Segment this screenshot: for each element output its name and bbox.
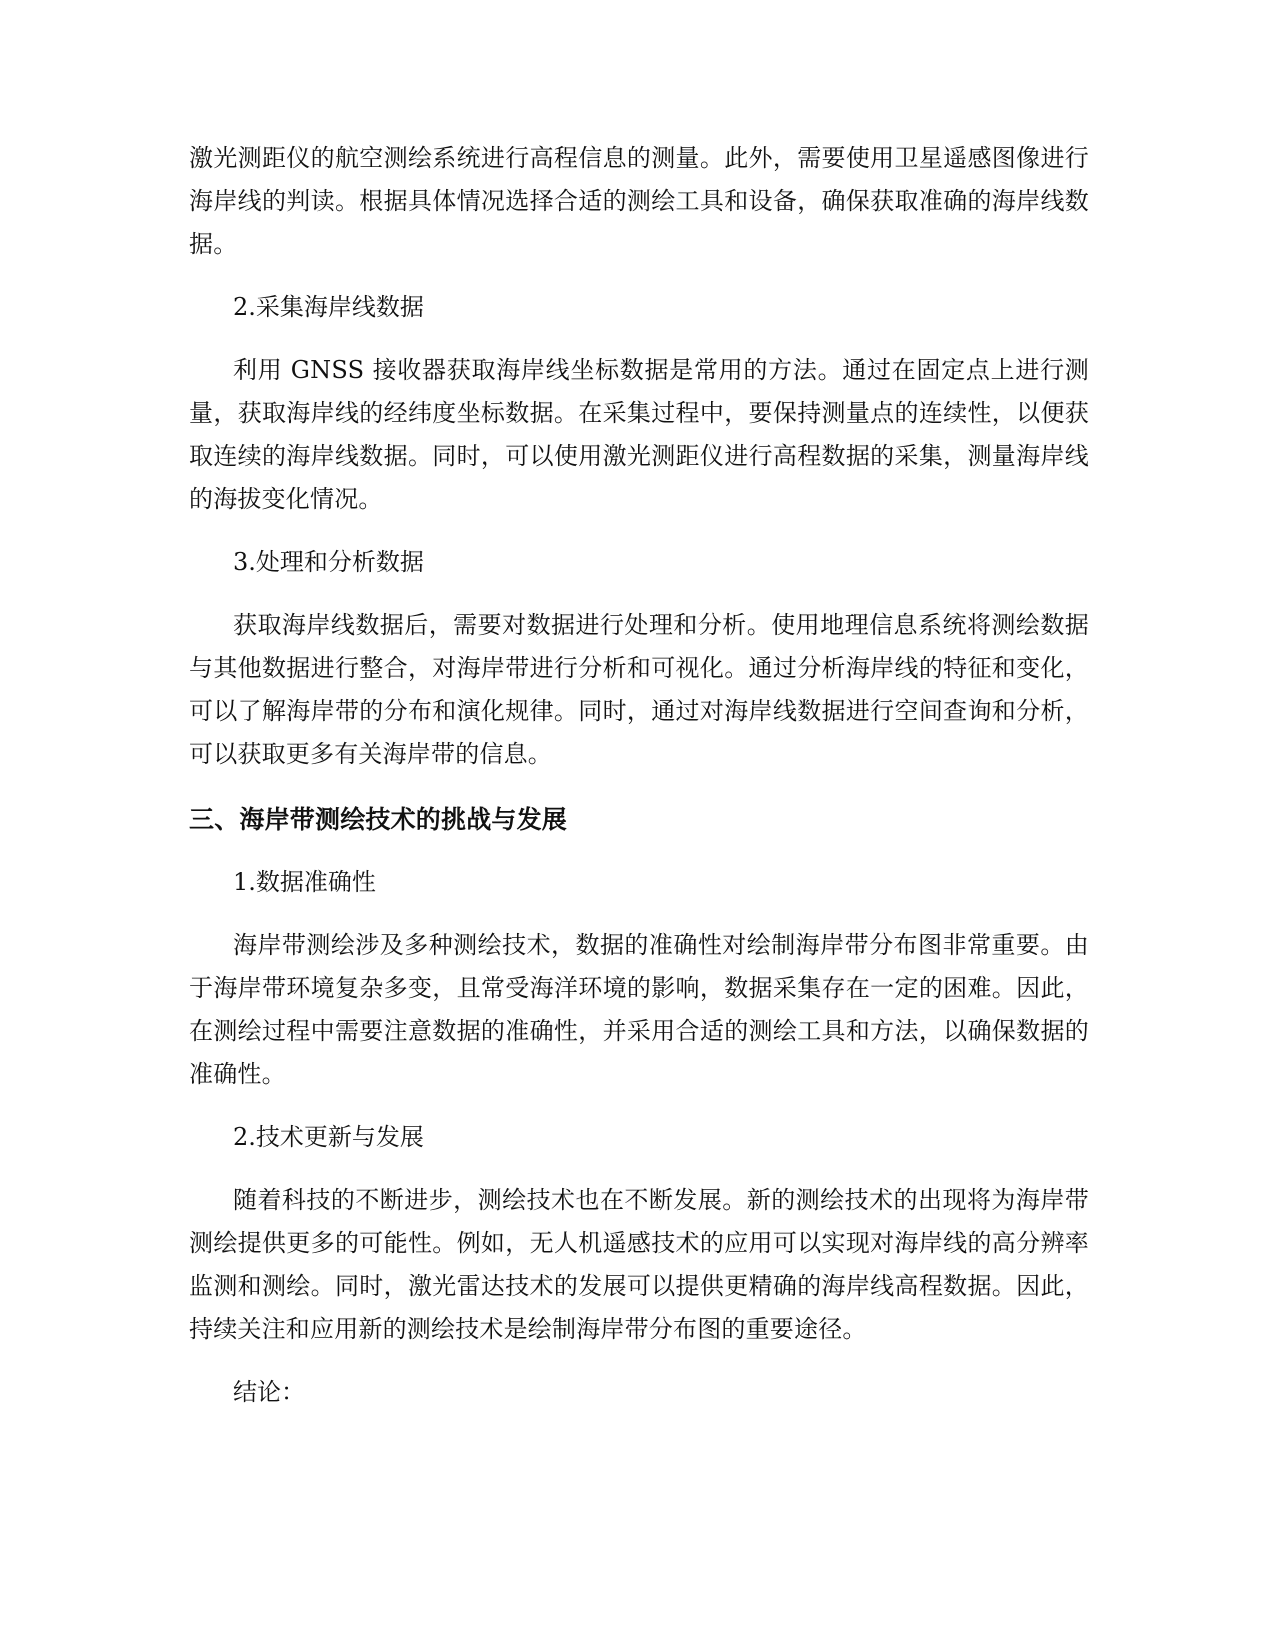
challenge-1-title: 1.数据准确性 <box>233 868 376 896</box>
challenge-2-title: 2.技术更新与发展 <box>233 1123 424 1151</box>
challenge-1-body: 海岸带测绘涉及多种测绘技术，数据的准确性对绘制海岸带分布图非常重要。由于海岸带环境复杂多变，且常受海洋环境的影响，数据采集存在一定的困难。因此，在测绘过程中需要注意数据的准确性，并采用合适的测绘工具和方法，以确保数据的准确性。 <box>189 931 1089 1088</box>
section-3-body: 获取海岸线数据后，需要对数据进行处理和分析。使用地理信息系统将测绘数据与其他数据进行整合，对海岸带进行分析和可视化。通过分析海岸线的特征和变化，可以了解海岸带的分布和演化规律。同时，通过对海岸线数据进行空间查询和分析，可以获取更多有关海岸带的信息。 <box>189 611 1089 768</box>
section-2-body: 利用 GNSS 接收器获取海岸线坐标数据是常用的方法。通过在固定点上进行测量，获取海岸线的经纬度坐标数据。在采集过程中，要保持测量点的连续性，以便获取连续的海岸线数据。同时，可以使用激光测距仪进行高程数据的采集，测量海岸线的海拔变化情况。 <box>189 356 1089 513</box>
intro-paragraph: 激光测距仪的航空测绘系统进行高程信息的测量。此外，需要使用卫星遥感图像进行海岸线的判读。根据具体情况选择合适的测绘工具和设备，确保获取准确的海岸线数据。 <box>189 144 1089 258</box>
section-3-title: 3.处理和分析数据 <box>233 548 424 576</box>
chapter-3-heading: 三、海岸带测绘技术的挑战与发展 <box>189 805 568 834</box>
section-2-title: 2.采集海岸线数据 <box>233 293 424 321</box>
conclusion-label: 结论： <box>233 1378 305 1406</box>
challenge-2-body: 随着科技的不断进步，测绘技术也在不断发展。新的测绘技术的出现将为海岸带测绘提供更多的可能性。例如，无人机遥感技术的应用可以实现对海岸线的高分辨率监测和测绘。同时，激光雷达技术的发展可以提供更精确的海岸线高程数据。因此，持续关注和应用新的测绘技术是绘制海岸带分布图的重要途径。 <box>189 1186 1089 1343</box>
document-page <box>189 137 1089 1414</box>
